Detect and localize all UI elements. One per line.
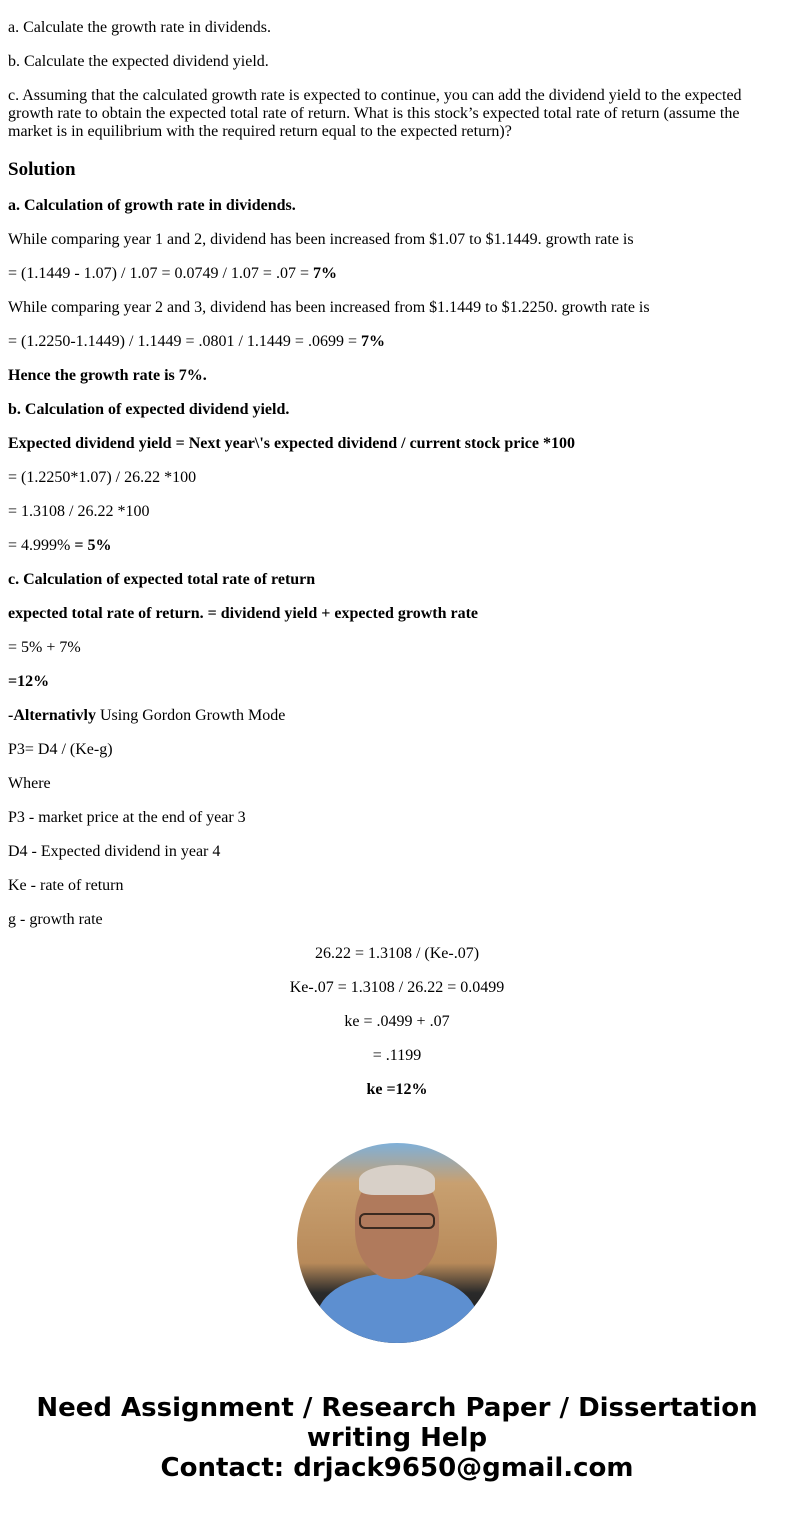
text: 7% [360, 333, 385, 350]
footer-help-text: Need Assignment / Research Paper / Dissertation writing Help [36, 1393, 758, 1453]
text: Expected dividend yield = Next year\'s expected dividend / current stock price *100 [8, 435, 576, 452]
text: = (1.2250*1.07) / 26.22 *100 [8, 469, 197, 486]
text: = (1.2250-1.1449) / 1.1449 = .0801 / 1.1449 = .0699 = [8, 333, 361, 350]
footer [8, 1393, 786, 1483]
text: expected total rate of return. = dividend yield + expected growth rate [8, 605, 478, 622]
equation: 26.22 = 1.3108 / (Ke-.07) [314, 945, 480, 962]
text: Ke - rate of return [8, 877, 124, 894]
text: = 5% [74, 537, 112, 554]
text: = 1.3108 / 26.22 *100 [8, 503, 150, 520]
question-b: b. Calculate the expected dividend yield. [8, 53, 269, 70]
text: P3= D4 / (Ke-g) [8, 741, 113, 758]
question-c: c. Assuming that the calculated growth rate is expected to continue, you can add the dividend yield to the expected growth rate to obtain the expected total rate of return. What is this stock’s expected total rate of return (assume the market is in equilibrium with the required return equal to the expected return)? [8, 87, 742, 140]
text: Using Gordon Growth Mode [95, 707, 286, 724]
text: Hence the growth rate is 7%. [8, 367, 207, 384]
text: P3 - market price at the end of year 3 [8, 809, 246, 826]
question-a: a. Calculate the growth rate in dividends. [8, 19, 272, 36]
part-c-heading: c. Calculation of expected total rate of return [8, 571, 316, 588]
text: 7% [312, 265, 337, 282]
text: D4 - Expected dividend in year 4 [8, 843, 221, 860]
text: = (1.1449 - 1.07) / 1.07 = 0.0749 / 1.07 = .07 = [8, 265, 313, 282]
equation: = .1199 [372, 1047, 422, 1064]
text: While comparing year 2 and 3, dividend has been increased from $1.1449 to $1.2250. growth rate is [8, 299, 650, 316]
text: -Alternativly [8, 707, 96, 724]
text: Where [8, 775, 51, 792]
author-photo [297, 1143, 497, 1343]
solution-heading: Solution [8, 159, 76, 180]
equation: ke =12% [366, 1081, 428, 1098]
equation: Ke-.07 = 1.3108 / 26.22 = 0.0499 [289, 979, 505, 996]
equation: ke = .0499 + .07 [344, 1013, 450, 1030]
text: =12% [8, 673, 50, 690]
part-a-heading: a. Calculation of growth rate in dividends. [8, 197, 296, 214]
text: = 5% + 7% [8, 639, 81, 656]
text: g - growth rate [8, 911, 103, 928]
footer-contact: Contact: drjack9650@gmail.com [160, 1453, 634, 1483]
text: While comparing year 1 and 2, dividend has been increased from $1.07 to $1.1449. growth rate is [8, 231, 634, 248]
text: = 4.999% [8, 537, 75, 554]
part-b-heading: b. Calculation of expected dividend yield. [8, 401, 290, 418]
